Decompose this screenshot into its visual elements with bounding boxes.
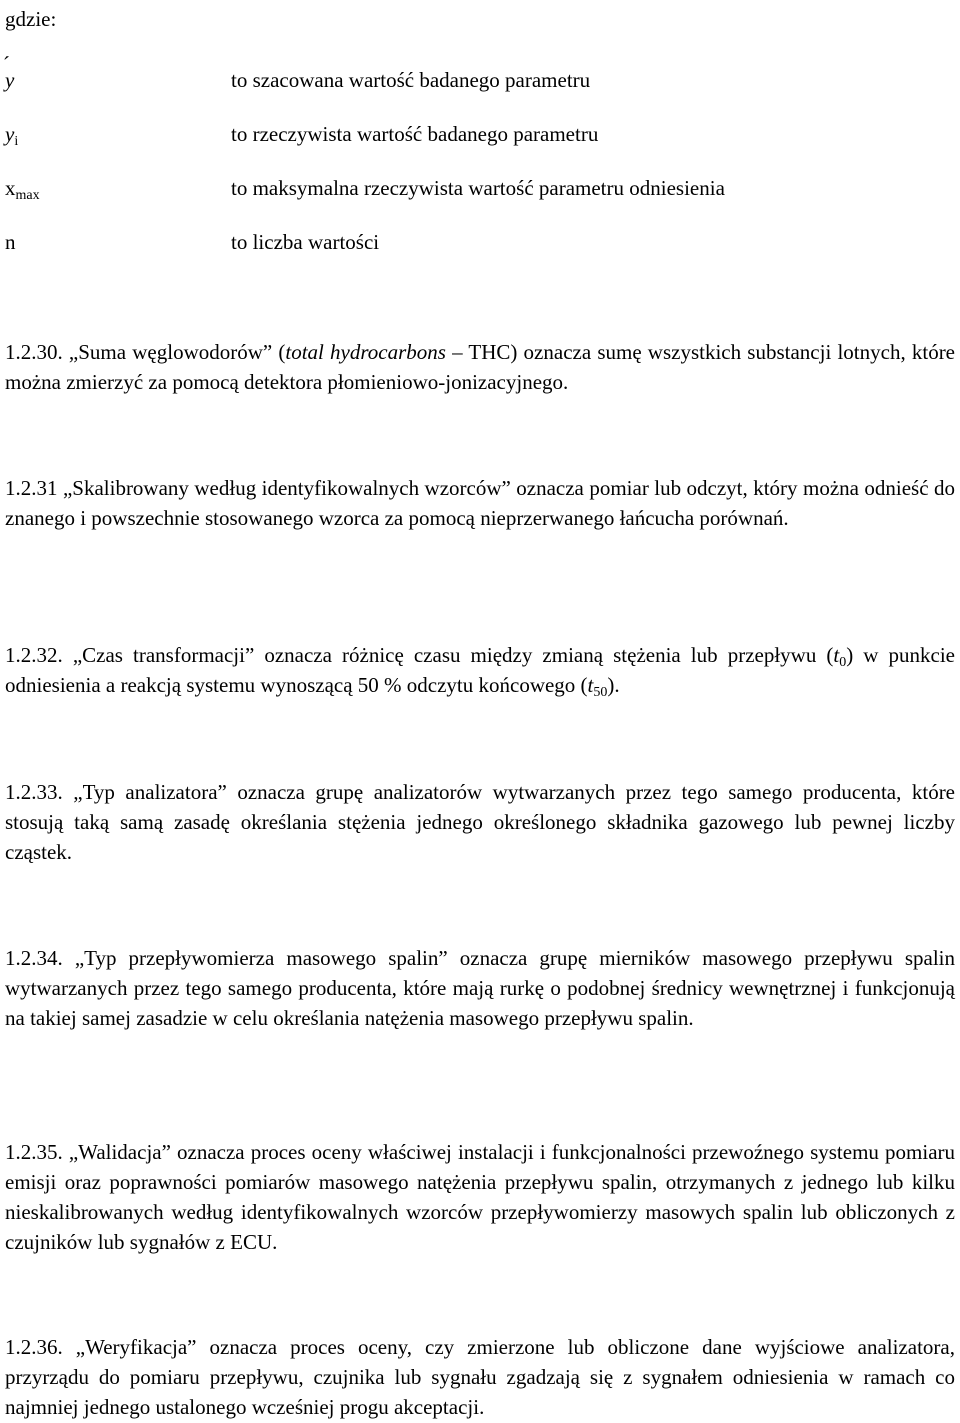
paragraph-1-2-31: 1.2.31 „Skalibrowany według identyfikowalnych wzorców” oznacza pomiar lub odczyt, który można odnieść do znanego i powszechnie stosowanego wzorca za pomocą nieprzerwanego łańcucha porównań. [5, 476, 956, 530]
paragraph-number: 1.2.33. [5, 780, 63, 804]
paragraph-number: 1.2.35. [5, 1140, 63, 1164]
definition-text: to liczba wartości [231, 230, 380, 254]
symbol-letter: y [5, 68, 15, 92]
symbol-subscript: i [14, 134, 19, 149]
definition-text: to maksymalna rzeczywista wartość parametru odniesienia [231, 176, 725, 200]
definition-symbol [5, 65, 205, 95]
symbol-letter: x [5, 176, 16, 200]
paragraph-1-2-35: 1.2.35. „Walidacja” oznacza proces oceny właściwej instalacji i funkcjonalności przewoźnego systemu pomiaru emisji oraz poprawności pomiarów masowego natężenia przepływu spalin, otrzymanych z jednego lub kilku nieskalibrowanych według identyfikowalnych wzorców przepływomierzy masowych spalin lub obliczonych z czujników lub sygnałów z ECU. [5, 1140, 956, 1254]
definition-symbol [5, 119, 205, 149]
paragraph-1-2-34: 1.2.34. „Typ przepływomierza masowego spalin” oznacza grupę mierników masowego przepływu spalin wytwarzanych przez tego samego producenta, które mają rurkę o podobnej średnicy wewnętrznej i funkcjonują na takiej samej zasadzie w celu określania natężenia masowego przepływu spalin. [5, 946, 956, 1030]
paragraph-number: 1.2.30. [5, 340, 63, 364]
definition-text: to rzeczywista wartość badanego parametru [231, 122, 599, 146]
definition-row [5, 227, 955, 281]
paragraph-1-2-36: 1.2.36. „Weryfikacja” oznacza proces oceny, czy zmierzone lub obliczone dane wyjściowe analizatora, przyrządu do pomiaru przepływu, czujnika lub sygnału zgadzają się z sygnałem odniesienia w ramach co najmniej jednego ustalonego wcześniej progu akceptacji. [5, 1335, 955, 1419]
paragraph-1-2-32: 1.2.32. „Czas transformacji” oznacza różnicę czasu między zmianą stężenia lub przepływu $(t_0)$ w punkcie odniesienia a reakcją systemu wynoszącą 50 % odczytu końcowego $(t_{50})$. [5, 643, 955, 700]
definitions-list [5, 65, 955, 281]
paragraph-number: 1.2.32. [5, 643, 63, 667]
definition-row [5, 173, 955, 227]
intro-label: gdzie: [5, 7, 57, 31]
definition-text: to szacowana wartość badanego parametru [231, 68, 591, 92]
paragraph-1-2-30: 1.2.30. „Suma węglowodorów” (total hydrocarbons – THC) oznacza sumę wszystkich substancji lotnych, które można zmierzyć za pomocą detektora płomieniowo-jonizacyjnego. [5, 340, 956, 394]
italic-term: total hydrocarbons [285, 340, 446, 364]
definition-row [5, 119, 955, 173]
paragraph-number: 1.2.34. [5, 946, 63, 970]
symbol-subscript: max [15, 188, 40, 203]
paragraph-1-2-33: 1.2.33. „Typ analizatora” oznacza grupę analizatorów wytwarzanych przez tego samego producenta, które stosują taką samą zasadę określania stężenia jednego określonego składnika gazowego lub pewnej liczby cząstek. [5, 780, 956, 864]
symbol-letter: y [5, 122, 15, 146]
symbol-letter: n [5, 230, 16, 254]
paragraph-number: 1.2.31 [5, 476, 58, 500]
paragraph-number: 1.2.36. [5, 1335, 63, 1359]
definition-symbol [5, 173, 205, 203]
definition-row [5, 65, 955, 119]
definition-symbol [5, 227, 205, 257]
